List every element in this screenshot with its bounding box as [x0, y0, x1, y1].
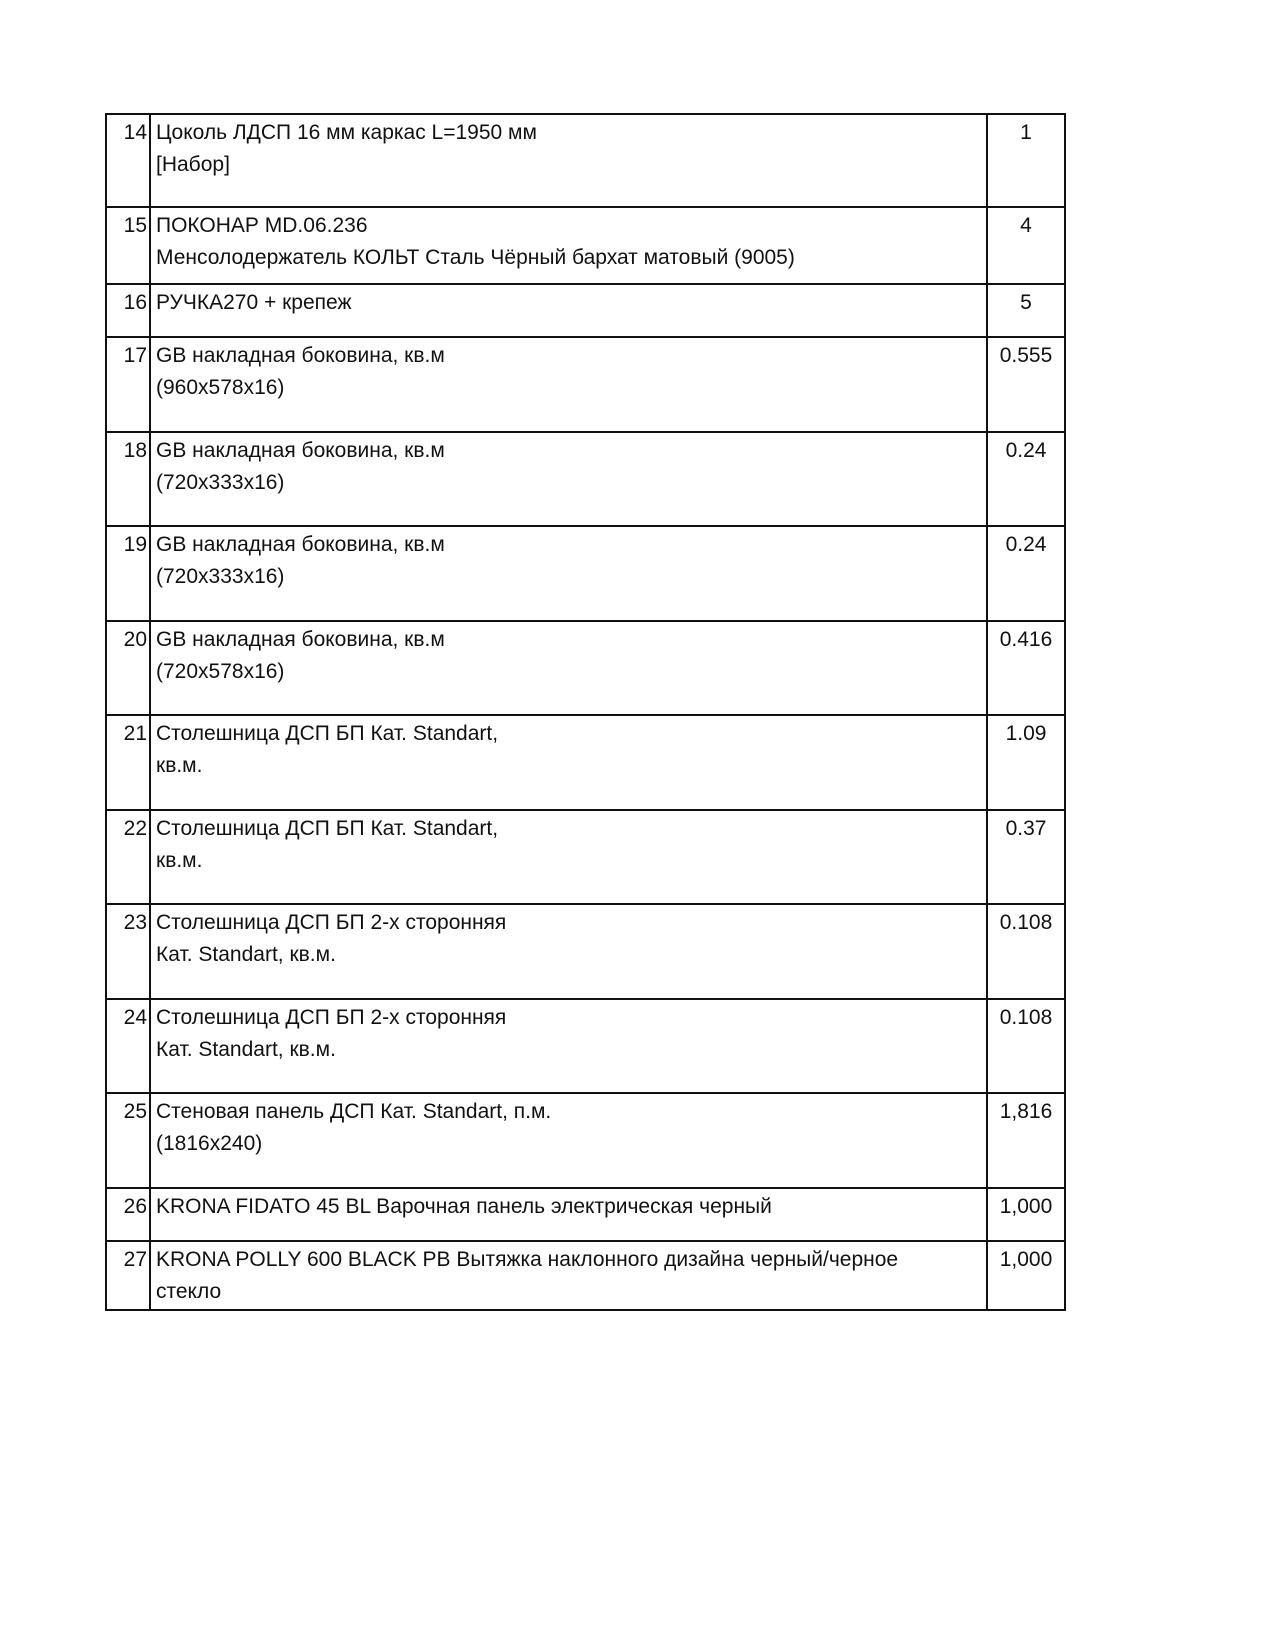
quantity-cell: [987, 621, 1065, 716]
quantity-cell: [987, 1093, 1065, 1188]
item-description: [156, 527, 986, 593]
row-number-cell: [106, 999, 150, 1094]
item-description: [156, 1094, 986, 1160]
description-line: (720x578x16): [156, 659, 285, 683]
row-number: 14: [123, 121, 147, 144]
row-number: 17: [123, 344, 147, 367]
description-line: кв.м.: [156, 754, 203, 777]
item-quantity: 0.108: [999, 1005, 1053, 1029]
description-cell: [150, 337, 987, 432]
description-line: РУЧКА270 + крепеж: [156, 291, 352, 314]
row-number: 23: [123, 911, 147, 934]
item-quantity: 5: [1020, 291, 1032, 314]
item-description: [156, 622, 986, 688]
description-cell: [150, 1188, 987, 1241]
item-description: [156, 208, 986, 274]
row-number-cell: [106, 715, 150, 810]
row-number: 16: [123, 291, 147, 314]
description-line: (1816x240): [156, 1132, 263, 1155]
description-line: кв.м.: [156, 848, 203, 872]
row-number: 25: [123, 1100, 147, 1123]
item-quantity: 1,000: [999, 1194, 1053, 1218]
description-cell: [150, 1093, 987, 1188]
description-cell: [150, 284, 987, 337]
table-row: [106, 810, 1065, 905]
item-description: [156, 1242, 986, 1308]
description-line: (720x333x16): [156, 470, 285, 494]
description-line: Столешница ДСП БП 2-х сторонняя: [156, 1005, 507, 1029]
item-description: [156, 115, 986, 181]
row-number-cell: [106, 904, 150, 999]
item-quantity: 0.24: [1005, 438, 1047, 462]
row-number-cell: [106, 432, 150, 527]
description-line: Столешница ДСП БП Кат. Standart,: [156, 816, 499, 840]
row-number: 20: [123, 627, 147, 651]
row-number-cell: [106, 114, 150, 207]
item-description: [156, 1189, 986, 1223]
item-quantity: 1,000: [999, 1247, 1053, 1271]
row-number-cell: [106, 207, 150, 284]
table-row: [106, 715, 1065, 810]
row-number: 21: [123, 722, 147, 745]
description-line: ПОКОНАР MD.06.236: [156, 214, 368, 237]
table-row: [106, 1188, 1065, 1241]
row-number: 15: [123, 214, 147, 237]
item-description: [156, 433, 986, 499]
description-line: Столешница ДСП БП 2-х сторонняя: [156, 911, 507, 934]
row-number-cell: [106, 284, 150, 337]
row-number-cell: [106, 1241, 150, 1310]
quantity-cell: [987, 337, 1065, 432]
description-line: Стеновая панель ДСП Кат. Standart, п.м.: [156, 1100, 552, 1123]
table-row: [106, 999, 1065, 1094]
quantity-cell: [987, 114, 1065, 207]
quantity-cell: [987, 284, 1065, 337]
description-cell: [150, 1241, 987, 1310]
table-row: [106, 337, 1065, 432]
item-quantity: 4: [1020, 214, 1032, 237]
quantity-cell: [987, 1188, 1065, 1241]
item-description: [156, 285, 986, 319]
description-line: (960x578x16): [156, 376, 285, 399]
row-number-cell: [106, 1093, 150, 1188]
row-number-cell: [106, 810, 150, 905]
item-description: [156, 905, 986, 971]
row-number-cell: [106, 621, 150, 716]
description-line: Менсолодержатель КОЛЬТ Сталь Чёрный бархат матовый (9005): [156, 246, 795, 269]
description-line: стекло: [156, 1279, 222, 1303]
row-number: 19: [123, 533, 147, 556]
description-line: GB накладная боковина, кв.м: [156, 533, 445, 556]
row-number: 22: [123, 816, 147, 840]
description-line: [Набор]: [156, 153, 230, 176]
quantity-cell: [987, 715, 1065, 810]
row-number: 27: [123, 1247, 147, 1271]
table-row: [106, 904, 1065, 999]
quantity-cell: [987, 207, 1065, 284]
quantity-cell: [987, 999, 1065, 1094]
description-line: GB накладная боковина, кв.м: [156, 627, 445, 651]
row-number-cell: [106, 337, 150, 432]
item-quantity: 0.108: [999, 911, 1053, 934]
items-table: [105, 113, 1066, 1311]
description-line: Столешница ДСП БП Кат. Standart,: [156, 722, 499, 745]
description-line: Цоколь ЛДСП 16 мм каркас L=1950 мм: [156, 121, 537, 144]
item-quantity: 1.09: [1005, 722, 1047, 745]
row-number: 26: [123, 1194, 147, 1218]
table-row: [106, 621, 1065, 716]
description-line: (720x333x16): [156, 565, 285, 588]
description-cell: [150, 207, 987, 284]
row-number: 18: [123, 438, 147, 462]
description-cell: [150, 432, 987, 527]
table-row: [106, 284, 1065, 337]
description-line: KRONA FIDATO 45 BL Варочная панель электрическая черный: [156, 1194, 772, 1218]
table-row: [106, 432, 1065, 527]
item-quantity: 1: [1020, 121, 1032, 144]
table-row: [106, 526, 1065, 621]
description-line: Кат. Standart, кв.м.: [156, 943, 336, 966]
item-description: [156, 811, 986, 877]
description-cell: [150, 526, 987, 621]
row-number-cell: [106, 526, 150, 621]
item-description: [156, 338, 986, 404]
description-line: GB накладная боковина, кв.м: [156, 438, 445, 462]
item-quantity: 0.37: [1005, 816, 1047, 840]
description-line: Кат. Standart, кв.м.: [156, 1037, 336, 1061]
row-number: 24: [123, 1005, 147, 1029]
description-line: GB накладная боковина, кв.м: [156, 344, 445, 367]
item-quantity: 0.24: [1005, 533, 1047, 556]
table-row: [106, 114, 1065, 207]
quantity-cell: [987, 526, 1065, 621]
item-quantity: 0.416: [999, 627, 1053, 651]
item-quantity: 1,816: [999, 1100, 1053, 1123]
description-cell: [150, 114, 987, 207]
table-row: [106, 1241, 1065, 1310]
description-cell: [150, 715, 987, 810]
item-description: [156, 716, 986, 782]
description-cell: [150, 904, 987, 999]
items-table-body: [106, 114, 1065, 1310]
description-line: KRONA POLLY 600 BLACK PB Вытяжка наклонного дизайна черный/черное: [156, 1247, 899, 1271]
quantity-cell: [987, 1241, 1065, 1310]
description-cell: [150, 999, 987, 1094]
item-description: [156, 1000, 986, 1066]
table-row: [106, 1093, 1065, 1188]
table-row: [106, 207, 1065, 284]
description-cell: [150, 810, 987, 905]
description-cell: [150, 621, 987, 716]
quantity-cell: [987, 904, 1065, 999]
quantity-cell: [987, 432, 1065, 527]
row-number-cell: [106, 1188, 150, 1241]
quantity-cell: [987, 810, 1065, 905]
item-quantity: 0.555: [999, 344, 1053, 367]
